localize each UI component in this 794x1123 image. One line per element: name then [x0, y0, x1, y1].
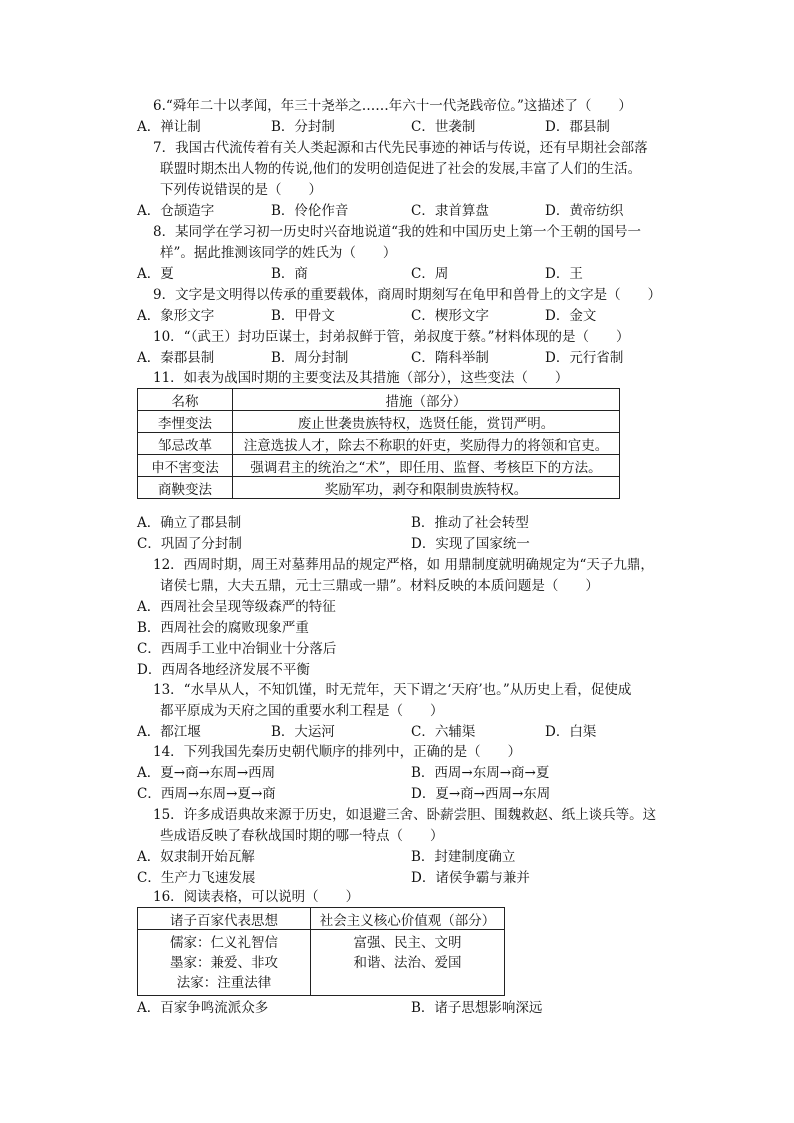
options-row [0, 639, 794, 660]
option-a[interactable]: A．西周社会呈现等级森严的特征 [137, 599, 336, 615]
reform-table [137, 388, 620, 499]
question-stem-line: 8．某同学在学习初一历史时兴奋地说道“我的姓和中国历史上第一个王朝的国号一 [153, 224, 641, 240]
option-a[interactable]: A．象形文字 [137, 308, 215, 324]
option-c[interactable]: C．六辅渠 [411, 724, 476, 740]
question-6 [0, 96, 794, 138]
table-cell: 商鞅变法 [138, 477, 233, 499]
question-stem: 10．“（武王）封功臣谋士，封弟叔鲜于管，弟叔度于蔡。”材料体现的是（ ） [153, 329, 630, 345]
question-stem: 6.“舜年二十以孝闻，年三十尧举之……年六十一代尧践帝位。”这描述了（ ） [153, 98, 632, 114]
question-stem-line: 12．西周时期，周王对墓葬用品的规定严格，如 用鼎制度就明确规定为“天子九鼎， [153, 557, 654, 573]
option-d[interactable]: D．黄帝纺织 [545, 203, 624, 219]
question-stem: 16．阅读表格，可以说明（ ） [153, 889, 360, 905]
option-a[interactable]: A．百家争鸣流派众多 [137, 1000, 269, 1016]
option-b[interactable]: B．伶伦作音 [271, 203, 349, 219]
option-c[interactable]: C．周 [411, 266, 449, 282]
table-row [138, 930, 505, 996]
question-14 [0, 742, 794, 805]
option-c[interactable]: C．隶首算盘 [411, 203, 489, 219]
question-12 [0, 555, 794, 681]
options-row [0, 306, 794, 327]
options-row [0, 763, 794, 784]
table-row [138, 433, 620, 455]
option-b[interactable]: B．大运河 [271, 724, 335, 740]
option-a[interactable]: A．奴隶制开始瓦解 [137, 849, 255, 865]
options-row [0, 660, 794, 681]
table-cell-line: 和谐、法治、爱国 [353, 955, 462, 971]
table-row [138, 455, 620, 477]
question-15 [0, 805, 794, 889]
question-stem-line: 下列传说错误的是（ ） [160, 182, 322, 198]
table-header: 措施（部分） [233, 389, 620, 411]
options-row [0, 534, 794, 555]
options-row [0, 847, 794, 868]
table-cell: 邹忌改革 [138, 433, 233, 455]
option-d[interactable]: D．实现了国家统一 [411, 536, 530, 552]
option-a[interactable]: A．夏→商→东周→西周 [137, 765, 276, 781]
question-stem-line: 7．我国古代流传着有关人类起源和古代先民事迹的神话与传说，还有早期社会部落 [153, 140, 648, 156]
question-stem-line: 样”。据此推测该同学的姓氏为（ ） [160, 245, 397, 261]
option-b[interactable]: B．推动了社会转型 [411, 515, 529, 531]
option-d[interactable]: D．王 [545, 266, 583, 282]
table-cell: 申不害变法 [138, 455, 233, 477]
table-cell-line: 富强、民主、文明 [353, 935, 462, 951]
question-stem-line: 联盟时期杰出人物的传说,他们的发明创造促进了社会的发展,丰富了人们的生活。 [160, 161, 642, 177]
question-16-options [0, 998, 794, 1019]
options-row [0, 722, 794, 743]
table-cell: 强调君主的统治之“术”，即任用、监督、考核臣下的方法。 [233, 455, 620, 477]
options-row [0, 117, 794, 138]
options-row [0, 618, 794, 639]
table-cell [138, 930, 311, 996]
option-c[interactable]: C．西周→东周→夏→商 [137, 786, 276, 802]
question-stem: 9．文字是文明得以传承的重要载体，商周时期刻写在龟甲和兽骨上的文字是（ ） [153, 287, 662, 303]
option-a[interactable]: A．秦郡县制 [137, 350, 215, 366]
option-c[interactable]: C．生产力飞速发展 [137, 870, 256, 886]
option-d[interactable]: D．元行省制 [545, 350, 624, 366]
options-row [0, 513, 794, 534]
table-row [138, 477, 620, 499]
options-row [0, 264, 794, 285]
options-row [0, 998, 794, 1019]
options-row [0, 348, 794, 369]
option-c[interactable]: C．西周手工业中冶铜业十分落后 [137, 641, 337, 657]
question-stem-line: 15．许多成语典故来源于历史，如退避三舍、卧薪尝胆、围魏救赵、纸上谈兵等。这 [153, 807, 657, 823]
question-16 [0, 887, 794, 908]
table-cell-line: 法家：注重法律 [176, 975, 272, 991]
question-11 [0, 368, 794, 389]
question-stem-line: 些成语反映了春秋战国时期的哪一特点（ ） [160, 828, 444, 844]
table-row [138, 411, 620, 433]
option-b[interactable]: B．西周社会的腐败现象严重 [137, 620, 309, 636]
table-header-row [138, 908, 505, 930]
table-header: 名称 [138, 389, 233, 411]
option-b[interactable]: B．分封制 [271, 119, 335, 135]
question-stem: 11．如表为战国时期的主要变法及其措施（部分），这些变法（ ） [153, 370, 569, 386]
thought-table [137, 907, 505, 996]
option-b[interactable]: B．商 [271, 266, 308, 282]
question-stem-line: 诸侯七鼎，大夫五鼎，元士三鼎或一鼎”。材料反映的本质问题是（ ） [160, 578, 599, 594]
option-a[interactable]: A．都江堰 [137, 724, 201, 740]
option-b[interactable]: B．甲骨文 [271, 308, 335, 324]
table-cell: 废止世袭贵族特权，选贤任能，赏罚严明。 [233, 411, 620, 433]
question-7 [0, 138, 794, 222]
option-c[interactable]: C．隋科举制 [411, 350, 489, 366]
option-a[interactable]: A．仓颉造字 [137, 203, 215, 219]
table-cell [311, 930, 505, 996]
option-d[interactable]: D．白渠 [545, 724, 597, 740]
question-11-options [0, 513, 794, 555]
option-d[interactable]: D．夏→商→西周→东周 [411, 786, 551, 802]
table-header: 社会主义核心价值观（部分） [311, 908, 505, 930]
table-cell: 奖励军功，剥夺和限制贵族特权。 [233, 477, 620, 499]
option-b[interactable]: B．西周→东周→商→夏 [411, 765, 550, 781]
options-row [0, 597, 794, 618]
question-stem-line: 13．“水旱从人，不知饥馑，时无荒年，天下谓之‘天府’也。”从历史上看，促使成 [153, 682, 632, 698]
table-header: 诸子百家代表思想 [138, 908, 311, 930]
option-a[interactable]: A．确立了郡县制 [137, 515, 242, 531]
table-header-row [138, 389, 620, 411]
table-cell: 李悝变法 [138, 411, 233, 433]
question-9 [0, 285, 794, 327]
option-b[interactable]: B．周分封制 [271, 350, 349, 366]
question-8 [0, 222, 794, 285]
option-d[interactable]: D．金文 [545, 308, 597, 324]
option-c[interactable]: C．巩固了分封制 [137, 536, 242, 552]
option-d[interactable]: D．西周各地经济发展不平衡 [137, 662, 310, 678]
options-row [0, 201, 794, 222]
option-c[interactable]: C．楔形文字 [411, 308, 489, 324]
options-row [0, 784, 794, 805]
table-cell: 注意选拔人才，除去不称职的奸吏，奖励得力的将领和官吏。 [233, 433, 620, 455]
table-cell-line: 墨家：兼爱、非攻 [170, 955, 278, 971]
question-stem: 14．下列我国先秦历史朝代顺序的排列中，正确的是（ ） [153, 744, 522, 760]
option-d[interactable]: D．诸侯争霸与兼并 [411, 870, 530, 886]
question-13 [0, 680, 794, 743]
option-c[interactable]: C．世袭制 [411, 119, 476, 135]
question-stem-line: 都平原成为天府之国的重要水利工程是（ ） [160, 703, 444, 719]
options-row [0, 868, 794, 889]
option-a[interactable]: A．夏 [137, 266, 174, 282]
table-cell-line: 儒家：仁义礼智信 [170, 935, 278, 951]
option-b[interactable]: B．封建制度确立 [411, 849, 516, 865]
question-10 [0, 327, 794, 369]
option-a[interactable]: A．禅让制 [137, 119, 201, 135]
option-b[interactable]: B．诸子思想影响深远 [411, 1000, 543, 1016]
option-d[interactable]: D．郡县制 [545, 119, 610, 135]
